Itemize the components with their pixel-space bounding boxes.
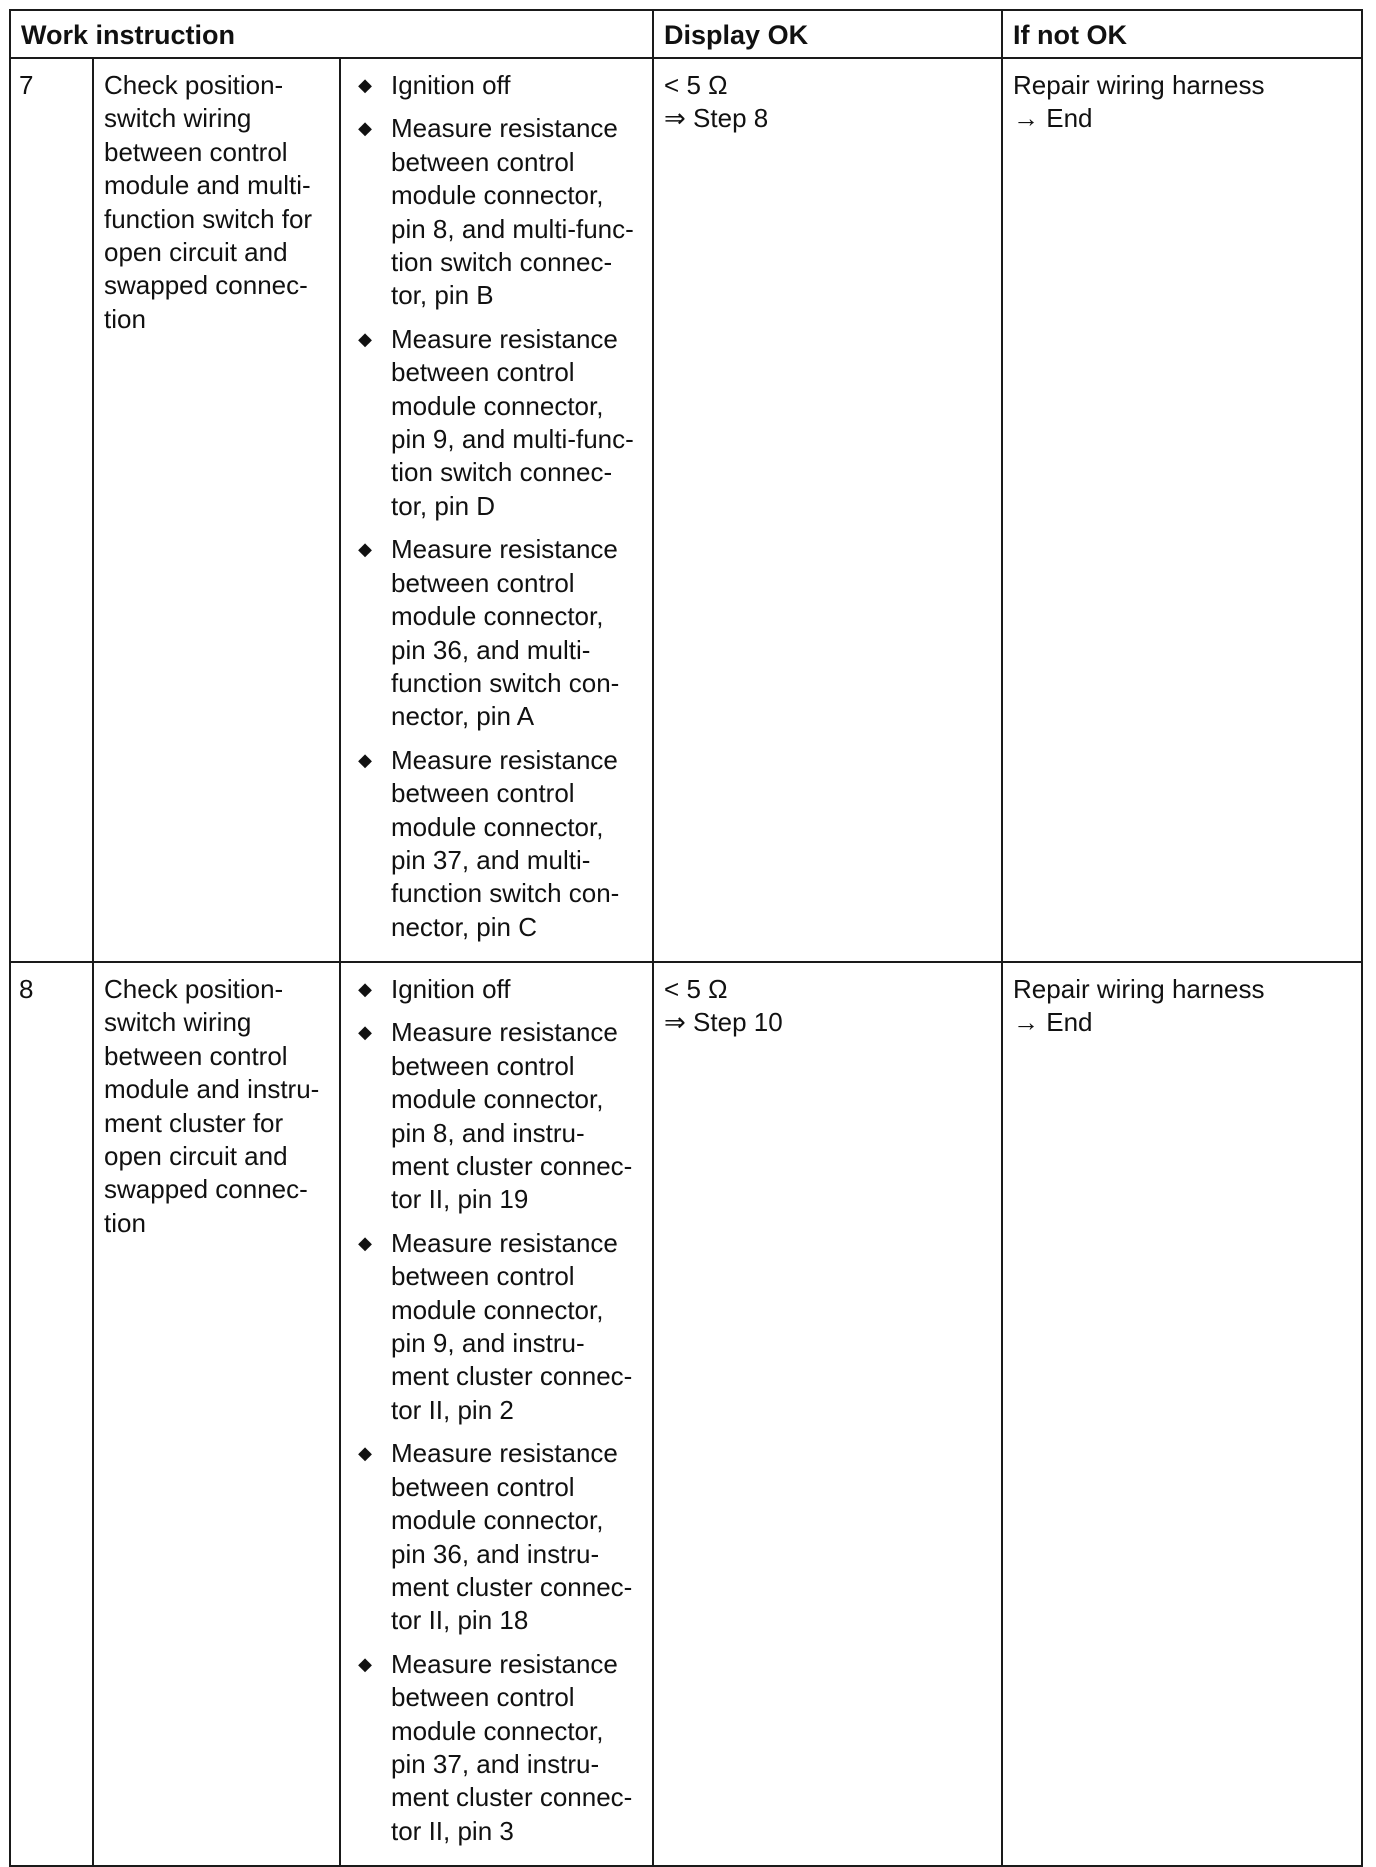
header-if-not-ok: If not OK <box>1002 10 1362 58</box>
list-item <box>355 1437 644 1637</box>
table-row <box>10 962 1362 1866</box>
text-line: module connector, <box>391 1715 604 1746</box>
text-line: Check position- <box>104 70 284 100</box>
header-display-ok: Display OK <box>653 10 1002 58</box>
display-ok-cell <box>653 58 1002 962</box>
text-line: ⇒ Step 8 <box>664 103 769 134</box>
text-line: nector, pin C <box>391 911 537 942</box>
text-line: tor II, pin 19 <box>391 1184 529 1215</box>
bullet-diamond-icon: ◆ <box>358 1022 372 1043</box>
text-line: Measure resistance <box>391 1017 618 1048</box>
text-line: ment cluster connec- <box>391 1151 633 1182</box>
step-description-cell <box>93 58 340 962</box>
text-line: Measure resistance <box>391 1648 618 1679</box>
text-line: module and multi- <box>104 170 311 201</box>
work-instruction-table <box>9 9 1363 1867</box>
text-line: Measure resistance <box>391 1438 618 1469</box>
text-line: function switch con- <box>391 667 620 698</box>
text-line: between control <box>391 1261 575 1292</box>
text-line: between control <box>391 146 575 177</box>
list-item <box>355 323 644 523</box>
header-row <box>10 10 1362 58</box>
step-actions-cell <box>340 962 653 1866</box>
text-line: switch wiring <box>104 103 252 134</box>
text-line: Repair wiring harness <box>1013 974 1265 1004</box>
text-line: Measure resistance <box>391 113 618 144</box>
table-row <box>10 58 1362 962</box>
bullet-diamond-icon: ◆ <box>358 328 372 349</box>
text-line: swapped connec- <box>104 1174 308 1205</box>
text-line: → End <box>1013 103 1093 134</box>
text-line: Measure resistance <box>391 323 618 354</box>
text-line: tion switch connec- <box>391 457 613 488</box>
text-line: module connector, <box>391 601 604 632</box>
list-item <box>355 1648 644 1848</box>
text-line: ment cluster for <box>104 1107 284 1138</box>
text-line: between control <box>104 136 288 167</box>
step-description <box>94 963 339 1240</box>
display-ok-value <box>654 59 1001 136</box>
text-line: between control <box>391 1682 575 1713</box>
text-line: module connector, <box>391 180 604 211</box>
header-work-instruction: Work instruction <box>10 10 653 58</box>
text-line: between control <box>391 357 575 388</box>
text-line: module connector, <box>391 1505 604 1536</box>
bullet-diamond-icon: ◆ <box>358 1232 372 1253</box>
text-line: pin 36, and instru- <box>391 1538 600 1569</box>
bullet-diamond-icon: ◆ <box>358 118 372 139</box>
action-list <box>341 59 652 944</box>
text-line: Measure resistance <box>391 534 618 565</box>
step-number-cell <box>10 962 93 1866</box>
bullet-diamond-icon: ◆ <box>358 979 372 999</box>
text-line: tor II, pin 2 <box>391 1394 514 1425</box>
text-line: module connector, <box>391 811 604 842</box>
bullet-diamond-icon: ◆ <box>358 75 372 95</box>
work-instruction-sheet <box>9 9 1361 1867</box>
table-body <box>10 58 1362 1866</box>
text-line: open circuit and <box>104 1141 288 1172</box>
text-line: ment cluster connec- <box>391 1361 633 1392</box>
text-line: tor, pin D <box>391 490 496 521</box>
text-line: module connector, <box>391 390 604 421</box>
text-line: switch wiring <box>104 1007 252 1038</box>
text-line: between control <box>391 1471 575 1502</box>
step-description-cell <box>93 962 340 1866</box>
list-item <box>355 112 644 312</box>
text-line: tor II, pin 3 <box>391 1815 514 1846</box>
text-line: nector, pin A <box>391 701 535 732</box>
text-line: open circuit and <box>104 237 288 268</box>
if-not-ok-action <box>1003 963 1361 1040</box>
text-line: tor II, pin 18 <box>391 1605 529 1636</box>
if-not-ok-cell <box>1002 962 1362 1866</box>
display-ok-cell <box>653 962 1002 1866</box>
text-line: swapped connec- <box>104 270 308 301</box>
step-number: 8 <box>19 974 34 1004</box>
text-line: ment cluster connec- <box>391 1782 633 1813</box>
text-line: pin 8, and instru- <box>391 1117 585 1148</box>
bullet-diamond-icon: ◆ <box>358 539 372 560</box>
step-actions-cell <box>340 58 653 962</box>
text-line: module and instru- <box>104 1074 320 1105</box>
text-line: Check position- <box>104 974 284 1004</box>
step-number-cell <box>10 58 93 962</box>
text-line: Repair wiring harness <box>1013 70 1265 100</box>
text-line: tion <box>104 303 146 334</box>
list-item <box>355 1227 644 1427</box>
text-line: Ignition off <box>391 70 511 100</box>
text-line: between control <box>391 567 575 598</box>
text-line: Ignition off <box>391 974 511 1004</box>
list-item <box>355 973 644 1006</box>
list-item <box>355 533 644 733</box>
text-line: tor, pin B <box>391 280 494 311</box>
text-line: pin 37, and multi- <box>391 844 591 875</box>
text-line: between control <box>391 1050 575 1081</box>
text-line: function switch for <box>104 203 313 234</box>
if-not-ok-cell <box>1002 58 1362 962</box>
text-line: between control <box>104 1040 288 1071</box>
step-number: 7 <box>19 70 34 100</box>
text-line: between control <box>391 778 575 809</box>
text-line: pin 37, and instru- <box>391 1748 600 1779</box>
text-line: tion <box>104 1207 146 1238</box>
text-line: function switch con- <box>391 878 620 909</box>
display-ok-value <box>654 963 1001 1040</box>
text-line: module connector, <box>391 1084 604 1115</box>
text-line: ment cluster connec- <box>391 1571 633 1602</box>
text-line: pin 36, and multi- <box>391 634 591 665</box>
list-item <box>355 1016 644 1216</box>
list-item <box>355 744 644 944</box>
if-not-ok-action <box>1003 59 1361 136</box>
text-line: tion switch connec- <box>391 247 613 278</box>
text-line: < 5 Ω <box>664 974 728 1004</box>
bullet-diamond-icon: ◆ <box>358 1653 372 1674</box>
text-line: pin 9, and instru- <box>391 1328 585 1359</box>
text-line: pin 9, and multi-func- <box>391 424 634 455</box>
action-list <box>341 963 652 1848</box>
list-item <box>355 69 644 102</box>
text-line: → End <box>1013 1007 1093 1038</box>
text-line: ⇒ Step 10 <box>664 1007 783 1038</box>
step-description <box>94 59 339 336</box>
text-line: module connector, <box>391 1294 604 1325</box>
text-line: Measure resistance <box>391 1227 618 1258</box>
text-line: pin 8, and multi-func- <box>391 213 634 244</box>
bullet-diamond-icon: ◆ <box>358 1443 372 1464</box>
text-line: Measure resistance <box>391 744 618 775</box>
bullet-diamond-icon: ◆ <box>358 749 372 770</box>
text-line: < 5 Ω <box>664 70 728 100</box>
